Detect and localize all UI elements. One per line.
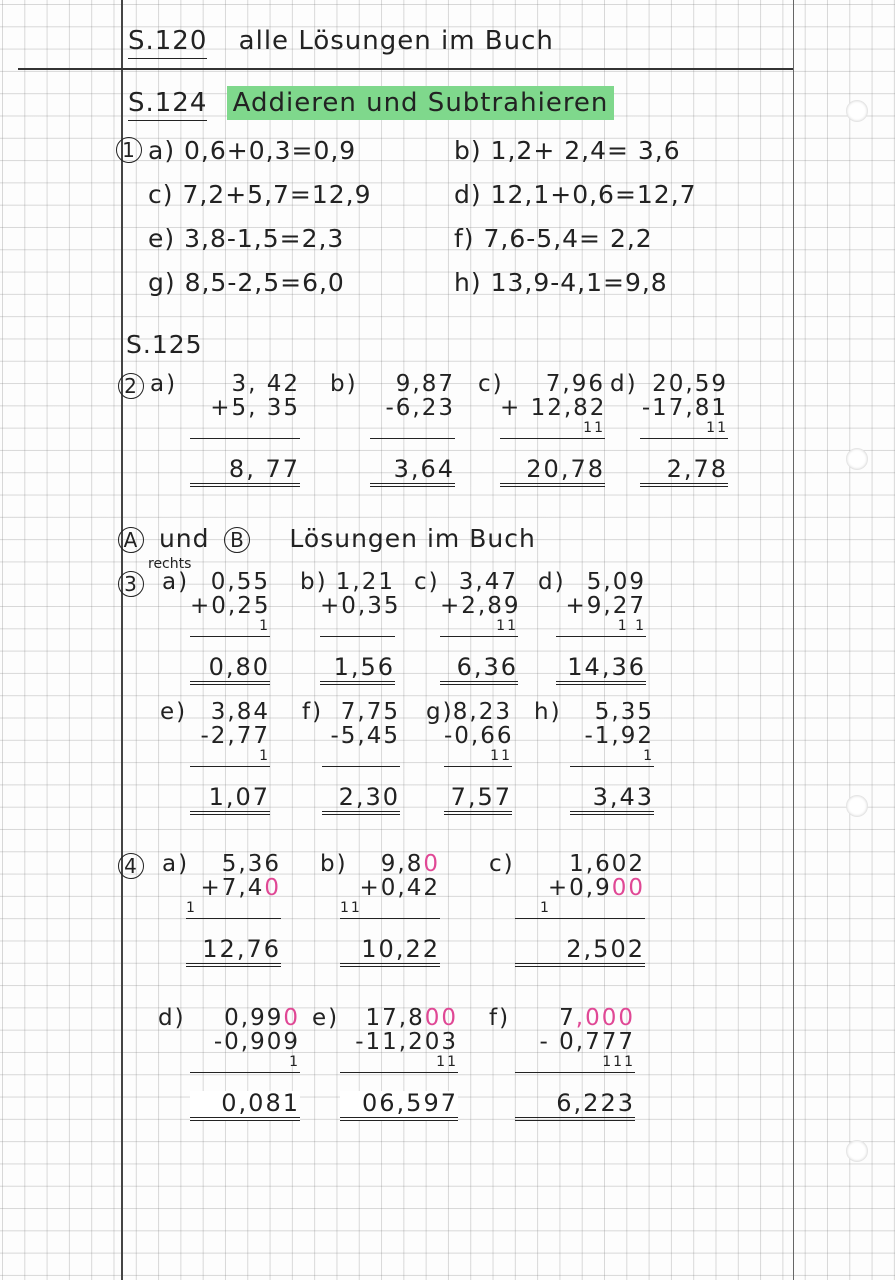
ex1-item-d: d) 12,1+0,6=12,7 [454,180,697,209]
exercise-number: 1 [116,136,142,163]
ex2-calc-a: a) 3, 42 +5, 35 8, 77 [190,372,300,487]
ex4-calc-e: e) 17,800 -11,203 11 06,597 [340,1006,458,1121]
punch-hole [846,795,868,817]
ex2-calc-d: d) 20,59 -17,81 11 2,78 [640,372,728,487]
header-rule [18,68,793,70]
punch-hole [846,1140,868,1162]
header-note: alle Lösungen im Buch [238,26,554,56]
ex3-calc-h: h) 5,35 -1,92 1 3,43 [570,700,654,815]
section-heading [128,90,614,116]
ex3-calc-b: b) 1,21 +0,35 1,56 [320,570,395,685]
exercise-number: 4 [118,852,144,879]
margin-line [121,0,123,1280]
ex1-item-g: g) 8,5-2,5=6,0 [148,268,345,297]
ex2-calc-b: b) 9,87 -6,23 3,64 [370,372,455,487]
right-margin-line [793,0,794,1280]
ex3-calc-f: f) 7,75 -5,45 2,30 [322,700,400,815]
ex1-item-f: f) 7,6-5,4= 2,2 [454,224,653,253]
side-note: rechts [148,556,192,572]
section-page-ref: S.125 [126,330,203,359]
header-line [128,28,554,54]
ex4-calc-a: a) 5,36 +7,40 1 12,76 [186,852,281,967]
punch-hole [846,100,868,122]
ex1-item-e: e) 3,8-1,5=2,3 [148,224,345,253]
ex4-calc-c: c) 1,602 +0,900 1 2,502 [515,852,645,967]
exercise-number: 3 [118,570,144,597]
punch-hole [846,448,868,470]
ex4-calc-f: f) 7,000 - 0,777 111 6,223 [515,1006,635,1121]
ab-note: A und B Lösungen im Buch [118,526,536,553]
exercise-number: 2 [118,372,144,399]
ex3-calc-g: g) 8,23 -0,66 11 7,57 [444,700,512,815]
ex3-calc-c: c) 3,47 +2,89 11 6,36 [440,570,518,685]
ex1-item-b: b) 1,2+ 2,4= 3,6 [454,136,681,165]
ex1-item-h: h) 13,9-4,1=9,8 [454,268,668,297]
section-page-ref: S.124 [128,88,207,121]
ex3-calc-d: d) 5,09 +9,27 1 1 14,36 [556,570,646,685]
ex4-calc-d: d) 0,990 -0,909 1 0,081 [190,1006,300,1121]
ex3-calc-e: e) 3,84 -2,77 1 1,07 [190,700,270,815]
ex1-item-a: a) 0,6+0,3=0,9 [148,136,357,165]
section-title: Addieren und Subtrahieren [227,86,615,120]
ex4-calc-b: b) 9,80 +0,42 11 10,22 [340,852,440,967]
page-ref: S.120 [128,26,207,59]
ex1-item-c: c) 7,2+5,7=12,9 [148,180,372,209]
ex2-calc-c: c) 7,96 + 12,82 11 20,78 [500,372,605,487]
ex3-calc-a: a) 0,55 +0,25 1 0,80 [190,570,270,685]
